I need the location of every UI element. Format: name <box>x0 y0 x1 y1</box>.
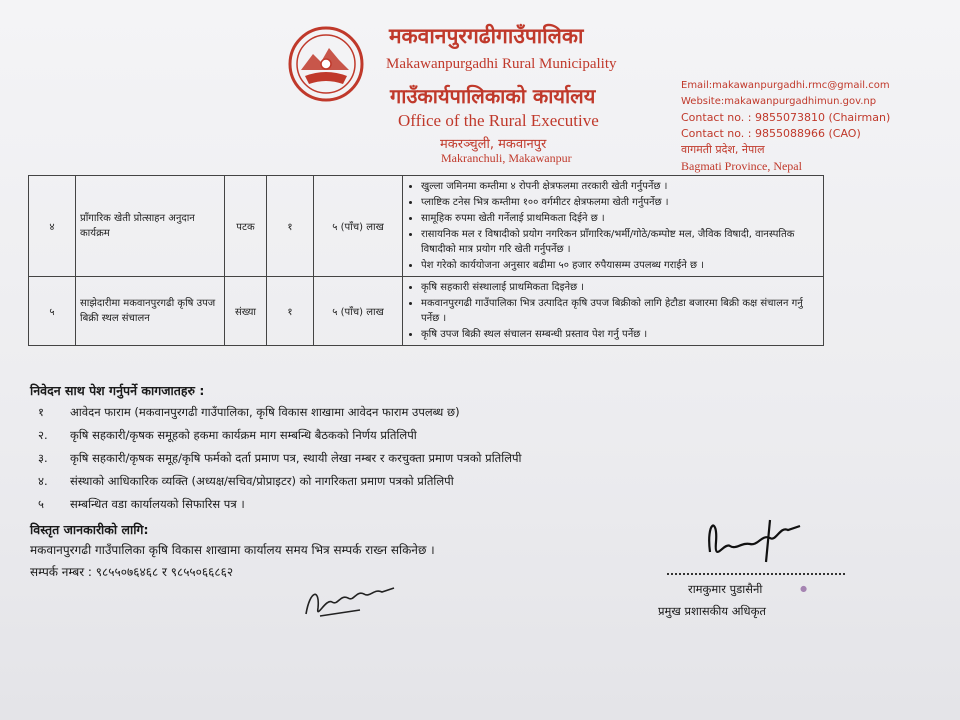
contact-block <box>681 78 890 174</box>
stamp-mark: ● <box>798 583 809 594</box>
list-item: • कृषि उपज बिक्री स्थल संचालन सम्बन्धी प्रस्ताव पेश गर्नु पर्नेछ । <box>421 327 819 342</box>
doc-text: कृषि सहकारी/कृषक समूह/कृषि फर्मको दर्ता प्रमाण पत्र, स्थायी लेखा नम्बर र करचुक्ता प्रमाण पत्रको प्रतिलिपी <box>70 451 522 465</box>
row-serial: ५ <box>29 277 76 346</box>
province-en: Bagmati Province, Nepal <box>681 159 802 173</box>
doc-number: ३. <box>38 451 48 465</box>
municipality-name-np: मकवानपुरगढीगाउँपालिका <box>389 24 584 48</box>
municipality-name-en: Makawanpurgadhi Rural Municipality <box>386 56 617 72</box>
doc-text: संस्थाको आधिकारिक व्यक्ति (अध्यक्ष/सचिव/प्रोप्राइटर) को नागरिकता प्रमाण पत्रको प्रतिलिपी <box>70 474 454 488</box>
contact-email: Email:makawanpurgadhi.rmc@gmail.com <box>681 80 890 91</box>
list-item <box>38 451 522 466</box>
doc-text: कृषि सहकारी/कृषक समूहको हकमा कार्यक्रम माग सम्बन्धि बैठकको निर्णय प्रतिलिपी <box>70 428 417 442</box>
address-en: Makranchuli, Makawanpur <box>441 151 572 165</box>
program-amount: ५ (पाँच) लाख <box>314 176 403 277</box>
contact-chairman: Contact no. : 9855073810 (Chairman) <box>681 111 891 124</box>
contact-cao: Contact no. : 9855088966 (CAO) <box>681 127 861 140</box>
program-unit: पटक <box>225 176 267 277</box>
address-np: मकरञ्चुली, मकवानपुर <box>440 137 547 152</box>
program-amount: ५ (पाँच) लाख <box>314 277 403 346</box>
list-item: • प्लाष्टिक टनेस भित्र कम्तीमा १०० वर्गमीटर क्षेत्रफलमा खेती गर्नुपर्नेछ । <box>421 195 819 210</box>
program-table <box>28 175 824 346</box>
program-qty: १ <box>267 176 314 277</box>
program-conditions <box>403 277 824 346</box>
list-item: • खुल्ला जमिनमा कम्तीमा ४ रोपनी क्षेत्रफलमा तरकारी खेती गर्नुपर्नेछ । <box>421 179 819 194</box>
program-unit: संख्या <box>225 277 267 346</box>
info-title: विस्तृत जानकारीको लागि: <box>30 522 149 537</box>
signature-line <box>667 573 845 575</box>
program-qty: १ <box>267 277 314 346</box>
list-item: • कृषि सहकारी संस्थालाई प्राथमिकता दिइनेछ । <box>421 280 819 295</box>
program-name: साझेदारीमा मकवानपुरगढी कृषि उपज बिक्री स्थल संचालन <box>76 277 225 346</box>
table-row <box>29 176 824 277</box>
program-conditions <box>403 176 824 277</box>
info-line: मकवानपुरगढी गाउँपालिका कृषि विकास शाखामा कार्यालय समय भित्र सम्पर्क राख्न सकिनेछ । <box>30 543 435 557</box>
list-item <box>38 474 454 489</box>
program-name: प्राँगारिक खेती प्रोत्साहन अनुदान कार्यक्रम <box>76 176 225 277</box>
doc-text: आवेदन फाराम (मकवानपुरगढी गाउँपालिका, कृषि विकास शाखामा आवेदन फाराम उपलब्ध छ) <box>70 405 460 419</box>
list-item <box>38 497 245 512</box>
list-item: • पेश गरेको कार्ययोजना अनुसार बढीमा ५० हजार रुपैयासम्म उपलब्ध गराईने छ । <box>421 258 819 273</box>
signatory-name: रामकुमार पुडासैनी <box>688 582 763 596</box>
doc-text: सम्बन्धित वडा कार्यालयको सिफारिस पत्र । <box>70 497 245 511</box>
list-item: • रासायनिक मल र विषादीको प्रयोग नगरिकन प्राँगारिक/भर्मी/गोठे/कम्पोष्ट मल, जैविक विषादी, वानस्पतिक विषादीको मात्र प्रयोग गरि खेती गर्नुपर्नेछ । <box>421 227 819 257</box>
office-name-en: Office of the Rural Executive <box>398 111 599 130</box>
signature-icon <box>300 580 400 624</box>
list-item: • सामूहिक रुपमा खेती गर्नेलाई प्राथमिकता दिईने छ । <box>421 211 819 226</box>
doc-number: २. <box>38 428 48 442</box>
contact-website: Website:makawanpurgadhimun.gov.np <box>681 96 877 107</box>
list-item: • मकवानपुरगढी गाउँपालिका भित्र उत्पादित कृषि उपज बिक्रीको लागि हेटौडा बजारमा बिक्री कक्ष संचालन गर्नु पर्नेछ । <box>421 296 819 326</box>
province-np: वागमती प्रदेश, नेपाल <box>681 143 765 156</box>
row-serial: ४ <box>29 176 76 277</box>
office-name-np: गाउँकार्यपालिकाको कार्यालय <box>390 84 596 108</box>
table-row <box>29 277 824 346</box>
documents-title: निवेदन साथ पेश गर्नुपर्ने कागजातहरु : <box>30 383 205 398</box>
signature-icon <box>700 512 810 578</box>
doc-number: ५ <box>38 497 44 511</box>
info-phone: सम्पर्क नम्बर : ९८५५०७६४६८ र ९८५५०६६८६२ <box>30 565 234 579</box>
list-item <box>38 405 460 420</box>
doc-number: ४. <box>38 474 48 488</box>
municipality-emblem-icon <box>283 24 369 104</box>
signatory-title: प्रमुख प्रशासकीय अधिकृत <box>658 604 766 618</box>
list-item <box>38 428 417 443</box>
doc-number: १ <box>38 405 44 419</box>
